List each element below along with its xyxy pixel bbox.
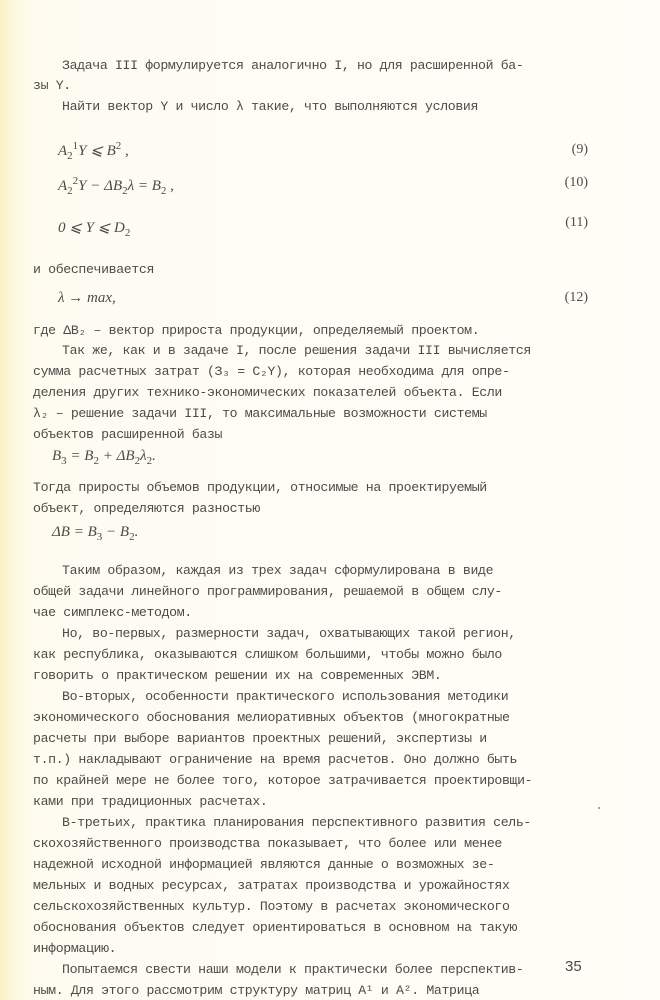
text-line: скохозяйственного производства показывает, что более или менее bbox=[33, 836, 502, 851]
text-line: сельскохозяйственных культур. Поэтому в расчетах экономического bbox=[33, 899, 510, 914]
equation-number: (9) bbox=[571, 142, 588, 157]
text-line: Но, во-первых, размерности задач, охватывающих такой регион, bbox=[62, 626, 516, 641]
text-line: Попытаемся свести наши модели к практически более перспектив- bbox=[62, 962, 524, 977]
text-line: информацию. bbox=[33, 941, 117, 956]
text-line: экономического обоснования мелиоративных объектов (многократные bbox=[33, 710, 510, 725]
equation-eq11: 0 ⩽ Y ⩽ $D_2$ bbox=[58, 220, 131, 239]
text-line: сумма расчетных затрат (З₃ = C₂Y), которая необходима для опре- bbox=[33, 364, 510, 379]
text-line: говорить о практическом решении их на современных ЭВМ. bbox=[33, 668, 442, 683]
text-line: расчеты при выборе вариантов проектных решений, экспертизы и bbox=[33, 731, 487, 746]
text-line: чае симплекс-методом. bbox=[33, 605, 192, 620]
text-line: Задача III формулируется аналогично I, но для расширенной ба- bbox=[62, 58, 524, 73]
text-line: общей задачи линейного программирования, решаемой в общем слу- bbox=[33, 584, 502, 599]
equation-number: (12) bbox=[564, 290, 588, 305]
text-line: т.п.) накладывают ограничение на время расчетов. Оно должно быть bbox=[33, 752, 518, 767]
equation-eq9: $A_2^1Y$ ⩽ $B^2$ , bbox=[58, 140, 129, 162]
text-line: ками при традиционных расчетах. bbox=[33, 794, 268, 809]
text-line: объект, определяются разностью bbox=[33, 501, 260, 516]
text-line: Найти вектор Y и число λ такие, что выполняются условия bbox=[62, 99, 479, 114]
text-line: по крайней мере не более того, которое затрачивается проектировщи- bbox=[33, 773, 533, 788]
text-line: надежной исходной информацией являются данные о возможных зе- bbox=[33, 857, 495, 872]
text-line: объектов расширенной базы bbox=[33, 427, 223, 442]
text-line: Тогда приросты объемов продукции, относимые на проектируемый bbox=[33, 480, 487, 495]
text-line: как республика, оказываются слишком большими, чтобы можно было bbox=[33, 647, 502, 662]
equation-number: (10) bbox=[564, 175, 588, 190]
equation-eqB3: $B_3 = B_2 + \Delta B_2\lambda_2$. bbox=[52, 448, 156, 467]
equation-eq12: λ → max, bbox=[58, 290, 116, 306]
text-line: Во-вторых, особенности практического использования методики bbox=[62, 689, 509, 704]
equation-eq10: $A_2^2Y - \Delta B_2\lambda = B_2$ , bbox=[58, 175, 174, 197]
text-line: деления других технико-экономических показателей объекта. Если bbox=[33, 385, 502, 400]
text-line: где ΔB₂ – вектор прироста продукции, определяемый проектом. bbox=[33, 323, 480, 338]
text-line: Так же, как и в задаче I, после решения задачи III вычисляется bbox=[62, 343, 531, 358]
equation-number: (11) bbox=[565, 215, 588, 230]
text-line: зы Y. bbox=[33, 78, 71, 93]
page-number: 35 bbox=[565, 958, 582, 975]
text-line: ным. Для этого рассмотрим структуру матриц A¹ и A². Матрица bbox=[33, 983, 480, 998]
scan-speck bbox=[598, 807, 600, 809]
equation-eqDB: $\Delta B = B_3 - B_2$. bbox=[52, 524, 139, 543]
text-line: и обеспечивается bbox=[33, 262, 155, 277]
text-line: В-третьих, практика планирования перспективного развития сель- bbox=[62, 815, 531, 830]
text-line: мельных и водных ресурсах, затратах производства и урожайностях bbox=[33, 878, 510, 893]
text-line: Таким образом, каждая из трех задач сформулирована в виде bbox=[62, 563, 494, 578]
text-line: λ₂ – решение задачи III, то максимальные возможности системы bbox=[33, 406, 487, 421]
text-line: обоснования объектов следует ориентироваться в основном на такую bbox=[33, 920, 518, 935]
